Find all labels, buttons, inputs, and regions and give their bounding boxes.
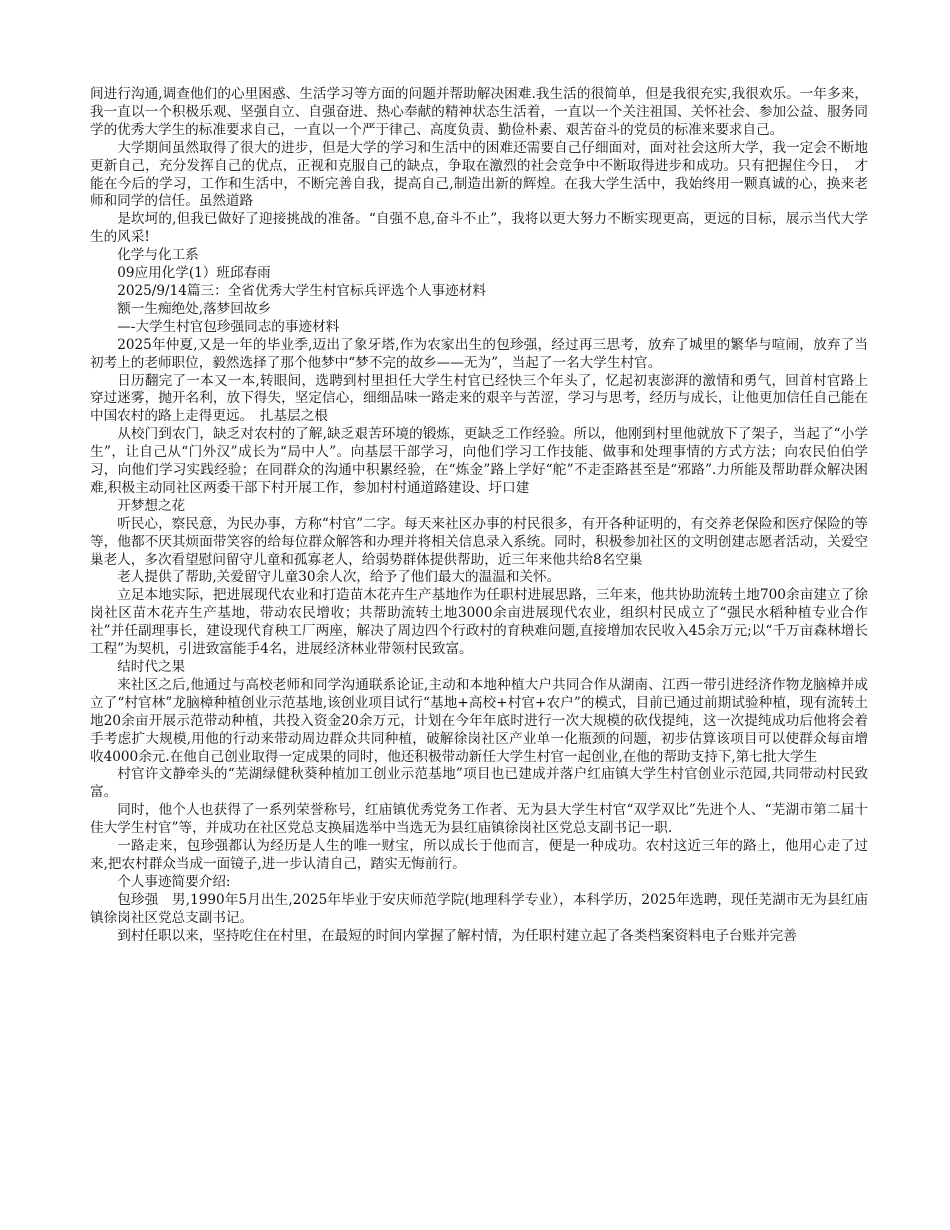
paragraph: 从校门到农门，缺乏对农村的了解,缺乏艰苦环境的锻炼，更缺乏工作经验。所以，他刚到村里他就放下了架子，当起了“小学生”，让自己从“门外汉”成长为“局中人”。向基层干部学习，向他们学习工作技能、做事和处理事情的方式方法；向农民伯伯学习，向他们学习实践经验；在同群众的沟通中积累经验，在“炼金”路上学好“舵”不走歪路甚至是“邪路”.力所能及帮助群众解决困难,积极主动同社区两委干部下村开展工作，参加村村通道路建设、圩口建 <box>90 426 868 496</box>
paragraph: 间进行沟通,调查他们的心里困惑、生活学习等方面的问题并帮助解决困难.我生活的很简单，但是我很充实,我很欢乐。一年多来，我一直以一个积极乐观、坚强自立、自强奋进、热心奉献的精神状态生活着，一直以一个关注祖国、关怀社会、参加公益、服务同学的优秀大学生的标准要求自己，一直以一个严于律己、高度负责、勤俭朴素、艰苦奋斗的党员的标准来要求自己。 <box>90 86 868 138</box>
paragraph: 来社区之后,他通过与高校老师和同学沟通联系论证,主动和本地种植大户共同合作从湖南、江西一带引进经济作物龙脑樟并成立了“村官林”龙脑樟种植创业示范基地,该创业项目试行“基地+高校+村官+农户”的模式，目前已通过前期试验种植，现有流转土地20余亩开展示范带动种植，共投入资金20余万元，计划在今年年底时进行一次大规模的砍伐提纯，这一次提纯成功后他将会着手考虑扩大规模,用他的行动来带动周边群众共同种植，破解徐岗社区产业单一化瓶颈的问题，初步估算该项目可以使群众每亩增收4000余元.在他自己创业取得一定成果的同时，他还积极带动新任大学生村官一起创业,在他的帮助支持下,第七批大学生 <box>90 676 868 765</box>
paragraph: 一路走来，包珍强都认为经历是人生的唯一财宝，所以成长于他而言，便是一种成功。农村这近三年的路上，他用心走了过来,把农村群众当成一面镜子,进一步认清自己，踏实无悔前行。 <box>90 838 868 872</box>
section-heading: 个人事迹简要介绍: <box>117 873 231 890</box>
paragraph: 是坎坷的,但我已做好了迎接挑战的准备。“自强不息,奋斗不止”，我将以更大努力不断实现更高，更远的目标，展示当代大学生的风采! <box>90 211 868 246</box>
class-author-line: 09应用化学(1）班邱春雨 <box>117 265 271 282</box>
paragraph: 老人提供了帮助,关爱留守儿童30余人次，给予了他们最大的温温和关怀。 <box>117 569 561 586</box>
paragraph: 立足本地实际，把进展现代农业和打造苗木花卉生产基地作为任职村进展思路，三年来，他共协助流转土地700余亩建立了徐岗社区苗木花卉生产基地，带动农民增收；共帮助流转土地3000余亩进展现代农业，组织村民成立了“强民水稻种植专业合作社”并任副理事长，建设现代育秧工厂两座，解决了周边四个行政村的育秧难问题,直接增加农民收入45余万元;以“千万亩森林增长工程”为契机，引进致富能手4名，进展经济林业带领村民致富。 <box>90 587 868 658</box>
paragraph: 村官许文静牵头的“芜湖绿健秋葵种植加工创业示范基地”项目也已建成并落户红庙镇大学生村官创业示范园,共同带动村民致富。 <box>90 766 868 801</box>
article-title: 额一生痴绝处,落梦回故乡 <box>117 300 272 317</box>
date-section-title: 2025/9/14篇三：全省优秀大学生村官标兵评选个人事迹材料 <box>117 282 486 299</box>
article-subtitle: —-大学生村官包珍强同志的事迹材料 <box>117 318 340 335</box>
department-line: 化学与化工系 <box>117 247 199 264</box>
paragraph: 包珍强 男,1990年5月出生,2025年毕业于安庆师范学院(地理科学专业），本科学历，2025年选聘，现任芜湖市无为县红庙镇徐岗社区党总支副书记。 <box>90 891 868 926</box>
paragraph: 同时，他个人也获得了一系列荣誉称号，红庙镇优秀党务工作者、无为县大学生村官“双学双比”先进个人、“芜湖市第二届十佳大学生村官”等，并成功在社区党总支换届选举中当选无为县红庙镇徐岗社区党总支副书记一职. <box>90 802 868 837</box>
paragraph: 听民心，察民意，为民办事，方称“村官”二字。每天来社区办事的村民很多，有开各种证明的，有交养老保险和医疗保险的等等，他都不厌其烦面带笑容的给每位群众解答和办理并将相关信息录入系统。同时，积极参加社区的文明创建志愿者活动，关爱空巢老人，多次看望慰问留守儿童和孤寡老人，给弱势群体提供帮助，近三年来他共给8名空巢 <box>90 515 868 568</box>
paragraph: 2025年仲夏,又是一年的毕业季,迈出了象牙塔,作为农家出生的包珍强，经过再三思考，放弃了城里的繁华与喧闹，放弃了当初考上的老师职位，毅然选择了那个他梦中“梦不完的故乡——无为”，当起了一名大学生村官。 <box>90 336 868 371</box>
paragraph: 大学期间虽然取得了很大的进步，但是大学的学习和生活中的困难还需要自己仔细面对，面对社会这所大学，我一定会不断地更新自己，充分发挥自己的优点，正视和克服自己的缺点，争取在激烈的社会竞争中不断取得进步和成功。只有把握住今日， 才能在今后的学习，工作和生活中，不断完善自我，提高自己,制造出新的辉煌。在我大学生活中，我始终用一颗真诚的心，换来老师和同学的信任。虽然道路 <box>90 139 868 210</box>
paragraph: 日历翻完了一本又一本,转眼间，选聘到村里担任大学生村官已经快三个年头了，忆起初衷澎湃的激情和勇气，回首村官路上穿过迷雾，抛开名利，放下得失，坚定信心，细细品味一路走来的艰辛与苦涩，学习与思考，经历与成长，让他更加信任自己能在中国农村的路上走得更远。 扎基层之根 <box>90 372 868 425</box>
paragraph: 到村任职以来，坚持吃住在村里，在最短的时间内掌握了解村情，为任职村建立起了各类档案资料电子台账并完善 <box>117 927 797 944</box>
section-heading: 开梦想之花 <box>117 497 186 514</box>
section-heading: 结时代之果 <box>117 659 186 675</box>
